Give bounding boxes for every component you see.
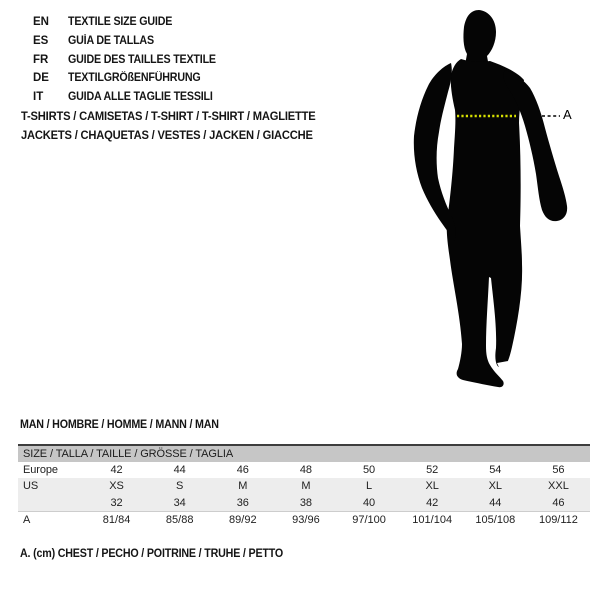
table-cell: 93/96 bbox=[292, 513, 320, 526]
category-line-tshirts: T-SHIRTS / CAMISETAS / T-SHIRT / T-SHIRT / MAGLIETTE bbox=[21, 109, 316, 123]
silhouette-body bbox=[447, 59, 524, 387]
table-cell: 97/100 bbox=[352, 513, 386, 526]
language-row-es bbox=[33, 32, 227, 51]
table-cell: 46 bbox=[236, 464, 249, 476]
table-cell: 56 bbox=[552, 464, 565, 476]
table-cell: 85/88 bbox=[165, 513, 194, 526]
table-cell: 48 bbox=[299, 464, 313, 476]
table-cell: L bbox=[366, 480, 373, 493]
table-cell: 34 bbox=[173, 496, 186, 509]
table-cell: 44 bbox=[489, 496, 502, 509]
language-code: ES bbox=[33, 35, 49, 48]
section-title-man: MAN / HOMBRE / HOMME / MANN / MAN bbox=[20, 419, 219, 431]
language-code: IT bbox=[33, 91, 44, 104]
row-label: Europe bbox=[23, 464, 58, 476]
table-cell: 105/108 bbox=[475, 513, 516, 526]
language-label: TEXTILGRÖßENFÜHRUNG bbox=[68, 72, 201, 85]
size-table bbox=[18, 444, 590, 528]
table-cell: 44 bbox=[173, 464, 186, 476]
language-row-it bbox=[33, 88, 227, 107]
table-cell: 81/84 bbox=[102, 513, 131, 526]
table-row-europe bbox=[18, 462, 590, 478]
language-row-fr bbox=[33, 50, 227, 69]
row-label: A bbox=[23, 513, 31, 526]
row-label: US bbox=[23, 480, 39, 493]
measure-label-a: A bbox=[563, 107, 572, 122]
table-cell: M bbox=[301, 480, 311, 493]
table-cell: M bbox=[238, 480, 248, 493]
measurement-footnote: A. (cm) CHEST / PECHO / POITRINE / TRUHE / PETTO bbox=[20, 548, 284, 560]
man-silhouette-graphic bbox=[405, 0, 585, 400]
silhouette-head bbox=[463, 10, 496, 67]
table-cell: XL bbox=[425, 480, 439, 493]
language-label: GUÍA DE TALLAS bbox=[68, 35, 154, 48]
table-cell: 52 bbox=[426, 464, 439, 476]
language-list bbox=[33, 13, 227, 106]
category-line-jackets: JACKETS / CHAQUETAS / VESTES / JACKEN / GIACCHE bbox=[21, 127, 313, 142]
table-cell: 109/112 bbox=[538, 513, 578, 526]
size-table-header: SIZE / TALLA / TAILLE / GRÖSSE / TAGLIA bbox=[18, 446, 590, 462]
table-row-us-numeric bbox=[18, 495, 590, 512]
feet-split-notch bbox=[497, 361, 508, 376]
table-cell: 89/92 bbox=[229, 513, 257, 526]
table-cell: XL bbox=[488, 480, 503, 493]
table-cell: 101/104 bbox=[412, 513, 453, 526]
table-cell: XXL bbox=[548, 480, 569, 493]
table-cell: 38 bbox=[299, 496, 313, 509]
language-row-en bbox=[33, 13, 227, 32]
row-label bbox=[18, 495, 85, 511]
table-cell: 54 bbox=[489, 464, 502, 476]
language-label: TEXTILE SIZE GUIDE bbox=[68, 16, 173, 29]
category-lines bbox=[21, 107, 338, 145]
table-row-us bbox=[18, 478, 590, 494]
language-label: GUIDE DES TAILLES TEXTILE bbox=[68, 53, 216, 66]
language-code: FR bbox=[33, 53, 49, 66]
language-code: DE bbox=[33, 72, 49, 85]
table-cell: XS bbox=[109, 480, 124, 493]
table-cell: 36 bbox=[236, 496, 249, 509]
table-cell: 46 bbox=[552, 496, 565, 509]
table-cell: 50 bbox=[362, 464, 376, 476]
table-cell: 40 bbox=[362, 496, 376, 509]
table-cell: S bbox=[176, 480, 184, 493]
table-cell: 32 bbox=[110, 496, 123, 509]
language-label: GUIDA ALLE TAGLIE TESSILI bbox=[68, 91, 213, 104]
table-cell: 42 bbox=[110, 464, 123, 476]
silhouette-left-arm bbox=[414, 63, 456, 241]
language-row-de bbox=[33, 69, 227, 88]
table-row-chest-a bbox=[18, 512, 590, 528]
language-code: EN bbox=[33, 16, 49, 29]
table-cell: 42 bbox=[426, 496, 439, 509]
man-silhouette-figure bbox=[405, 0, 585, 400]
